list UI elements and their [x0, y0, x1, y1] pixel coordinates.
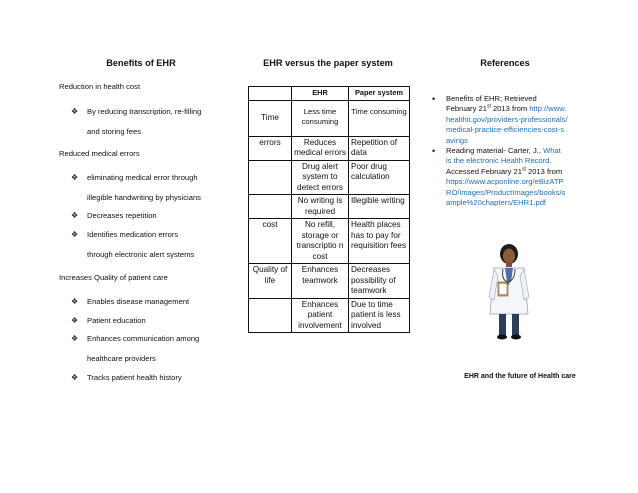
list-item: [59, 317, 221, 325]
diamond-bullet-icon: ❖: [71, 334, 79, 344]
table-cell: [249, 195, 292, 219]
list-item: [59, 212, 221, 220]
table-cell: cost: [249, 219, 292, 264]
section-heading-quality: Increases Quality of patient care: [59, 272, 168, 282]
table-row: [249, 264, 410, 299]
table-cell: Health places has to pay for requisition fees: [349, 219, 410, 264]
table-cell: Reduces medical errors: [292, 136, 349, 160]
table-header-cell: [249, 87, 292, 101]
doctor-illustration-icon: [484, 242, 534, 342]
list-item-text: Identifies medication errors: [87, 229, 179, 239]
list-item-text: illegible handwriting by physicians: [87, 192, 201, 202]
table-row: [249, 219, 410, 264]
table-cell: No refill, storage or transcriptio n cost: [292, 219, 349, 264]
table-cell: Time: [249, 100, 292, 136]
benefits-title: Benefits of EHR: [106, 58, 176, 68]
table-header-row: [249, 87, 410, 101]
table-row: [249, 195, 410, 219]
table-cell: Repetition of data: [349, 136, 410, 160]
table-cell: Poor drug calculation: [349, 160, 410, 195]
section-heading-cost: Reduction in health cost: [59, 82, 141, 91]
table-cell: Time consuming: [349, 100, 410, 136]
list-item-text: through electronic alert systems: [87, 249, 195, 259]
references-title: References: [480, 58, 530, 68]
superscript: st: [486, 103, 491, 110]
list-item-text: Decreases repetition: [87, 211, 157, 221]
reference-text: Accessed February 21: [446, 166, 522, 176]
list-item-text: By reducing transcription, re-filling: [87, 106, 202, 116]
superscript: st: [521, 166, 526, 173]
brochure-caption: EHR and the future of Health care: [464, 373, 576, 380]
comparison-table: [248, 86, 410, 333]
diamond-bullet-icon: ❖: [71, 297, 79, 307]
list-item-text: Enables disease management: [87, 297, 190, 307]
benefits-column: [59, 83, 221, 382]
reference-item: [430, 94, 568, 146]
diamond-bullet-icon: ❖: [71, 172, 79, 182]
reference-text: 2013 from: [490, 104, 528, 114]
comparison-title: EHR versus the paper system: [263, 58, 393, 68]
list-item: [59, 335, 221, 363]
table-cell: Due to time patient is less involved: [349, 298, 410, 333]
reference-text: 2013 from: [525, 166, 563, 176]
reference-link[interactable]: https://www.acponline.org/eBizATPRO/images/ProductImages/books/sample%20chapters/EHR1.pdf: [446, 177, 566, 208]
table-cell: [249, 160, 292, 195]
table-cell: Decreases possibility of teamwork: [349, 264, 410, 299]
reference-item: [430, 146, 568, 208]
table-cell: Enhances patient involvement: [292, 298, 349, 333]
list-item-text: Enhances communication among: [87, 334, 200, 344]
diamond-bullet-icon: ❖: [71, 211, 79, 221]
table-cell: [249, 298, 292, 333]
table-row: [249, 100, 410, 136]
reference-text: Benefits of EHR; Retrieved February 21: [446, 94, 537, 114]
table-cell: Drug alert system to detect errors: [292, 160, 349, 195]
table-cell: No writing is required: [292, 195, 349, 219]
list-item: [59, 108, 221, 136]
list-item: [59, 174, 221, 202]
reference-title-link[interactable]: What is the electronic Health Record.: [446, 146, 561, 166]
table-cell: Enhances teamwork: [292, 264, 349, 299]
list-item: [59, 374, 221, 382]
table-cell: Quality of life: [249, 264, 292, 299]
list-item-text: Patient education: [87, 315, 146, 325]
list-item-text: eliminating medical error through: [87, 172, 198, 182]
table-cell: Less time consuming: [292, 100, 349, 136]
list-item-text: healthcare providers: [87, 354, 156, 364]
table-row: [249, 160, 410, 195]
references-list: [430, 94, 568, 208]
list-item: [59, 298, 221, 306]
diamond-bullet-icon: ❖: [71, 106, 79, 116]
section-heading-errors: Reduced medical errors: [59, 149, 140, 159]
list-item-text: Tracks patient health history: [87, 372, 182, 382]
list-item-text: and storing fees: [87, 126, 142, 136]
diamond-bullet-icon: ❖: [71, 372, 79, 382]
diamond-bullet-icon: ❖: [71, 315, 79, 325]
table-row: [249, 298, 410, 333]
table-header-cell: EHR: [292, 87, 349, 101]
table-header-cell: Paper system: [349, 87, 410, 101]
diamond-bullet-icon: ❖: [71, 229, 79, 239]
reference-link[interactable]: http://www.healthit.gov/providers-professionals/medical-practice-efficiencies-cost-savings: [446, 104, 568, 145]
table-cell: Illegible writing: [349, 195, 410, 219]
list-item: [59, 231, 221, 259]
table-cell: errors: [249, 136, 292, 160]
reference-text: Reading material- Carter, J.,: [446, 146, 544, 156]
table-row: [249, 136, 410, 160]
